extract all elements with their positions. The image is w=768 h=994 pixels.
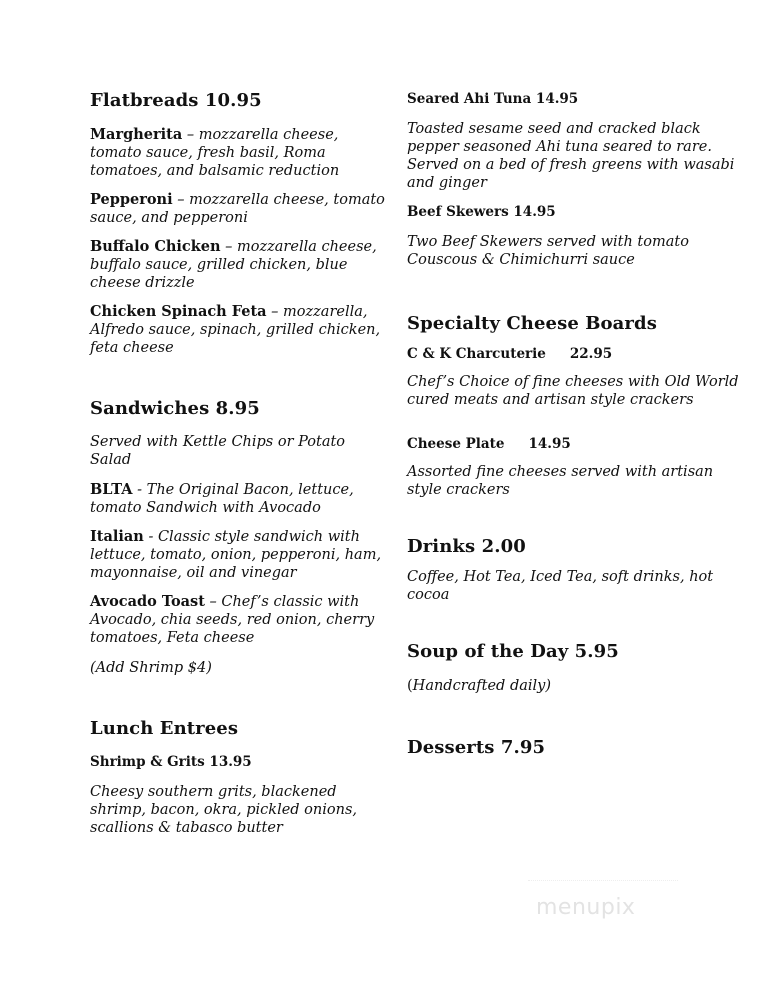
- watermark-dots: [528, 880, 678, 889]
- addon-text: (Add Shrimp $4): [90, 660, 212, 676]
- sandwiches-note-text: Served with Kettle Chips or Potato Salad: [90, 434, 346, 468]
- item-desc: Cheesy southern grits, blackened shrimp, bacon, okra, pickled onions, scallions & tabasco butter: [90, 784, 358, 836]
- tuna-title: Seared Ahi Tuna 14.95: [407, 91, 579, 107]
- lunch-item-desc: [90, 783, 390, 837]
- sandwich-addon: [90, 659, 390, 677]
- flatbread-item: [90, 238, 390, 292]
- flatbread-item: [90, 191, 390, 227]
- item-name: Buffalo Chicken: [90, 238, 221, 255]
- ck-name: C & K Charcuterie: [407, 346, 546, 362]
- sandwich-item: [90, 593, 390, 647]
- item-desc: – mozzarella cheese, buffalo sauce, grilled chicken, blue cheese drizzle: [90, 239, 377, 291]
- beef-title-block: [407, 204, 747, 220]
- soup-section: [407, 641, 747, 662]
- soup-desc: Handcrafted daily): [412, 678, 551, 694]
- plate-price: 14.95: [528, 436, 571, 452]
- watermark: menupix: [536, 895, 636, 920]
- soup-heading: Soup of the Day 5.95: [407, 641, 619, 662]
- item-name: Pepperoni: [90, 191, 173, 208]
- item-desc: – mozzarella, Alfredo sauce, spinach, grilled chicken, feta cheese: [90, 304, 381, 356]
- item-name: Avocado Toast: [90, 593, 205, 610]
- ck-desc-block: [407, 373, 747, 409]
- tuna-title-block: [407, 91, 747, 107]
- lunch-section: [90, 718, 390, 739]
- cheese-section: [407, 313, 747, 334]
- plate-desc-block: [407, 463, 747, 499]
- sandwiches-heading: Sandwiches 8.95: [90, 398, 260, 419]
- lunch-item-title: [90, 754, 390, 770]
- drinks-section: [407, 536, 747, 557]
- item-name: Margherita: [90, 126, 183, 143]
- desserts-heading: Desserts 7.95: [407, 737, 546, 758]
- cheese-heading: Specialty Cheese Boards: [407, 313, 657, 334]
- sandwich-item: [90, 481, 390, 517]
- flatbread-item: [90, 126, 390, 180]
- plate-desc: Assorted fine cheeses served with artisan style crackers: [407, 464, 714, 498]
- ck-title-block: [407, 346, 747, 362]
- plate-title-block: [407, 436, 747, 452]
- item-desc: - Classic style sandwich with lettuce, tomato, onion, pepperoni, ham, mayonnaise, oil and vinegar: [90, 529, 382, 581]
- beef-desc-block: [407, 233, 747, 269]
- drinks-desc: Coffee, Hot Tea, Iced Tea, soft drinks, hot cocoa: [407, 569, 714, 603]
- item-desc: – Chef’s classic with Avocado, chia seeds, red onion, cherry tomatoes, Feta cheese: [90, 594, 375, 646]
- tuna-desc-block: [407, 120, 747, 192]
- flatbreads-section: [90, 90, 390, 111]
- sandwich-item: [90, 528, 390, 582]
- item-desc: – mozzarella cheese, tomato sauce, fresh basil, Roma tomatoes, and balsamic reduction: [90, 127, 340, 179]
- tuna-desc: Toasted sesame seed and cracked black pepper seasoned Ahi tuna seared to rare. Served on a bed of fresh greens with wasabi and ginger: [407, 121, 735, 191]
- item-name: Chicken Spinach Feta: [90, 303, 267, 320]
- item-desc: - The Original Bacon, lettuce, tomato Sandwich with Avocado: [90, 482, 354, 516]
- soup-paren: (: [407, 678, 413, 694]
- item-name: BLTA: [90, 481, 133, 498]
- item-desc: – mozzarella cheese, tomato sauce, and pepperoni: [90, 192, 385, 226]
- ck-desc: Chef’s Choice of fine cheeses with Old World cured meats and artisan style crackers: [407, 374, 739, 408]
- flatbread-item: [90, 303, 390, 357]
- drinks-desc-block: [407, 568, 747, 604]
- item-title: Shrimp & Grits 13.95: [90, 754, 252, 770]
- lunch-heading: Lunch Entrees: [90, 718, 239, 739]
- sandwiches-note: [90, 433, 390, 469]
- desserts-section: [407, 737, 747, 758]
- sandwiches-section: [90, 398, 390, 419]
- item-name: Italian: [90, 528, 144, 545]
- soup-desc-block: [407, 677, 747, 695]
- beef-title: Beef Skewers 14.95: [407, 204, 556, 220]
- flatbreads-heading: Flatbreads 10.95: [90, 90, 262, 111]
- plate-name: Cheese Plate: [407, 436, 505, 452]
- drinks-heading: Drinks 2.00: [407, 536, 526, 557]
- ck-price: 22.95: [569, 346, 613, 362]
- beef-desc: Two Beef Skewers served with tomato Couscous & Chimichurri sauce: [407, 234, 689, 268]
